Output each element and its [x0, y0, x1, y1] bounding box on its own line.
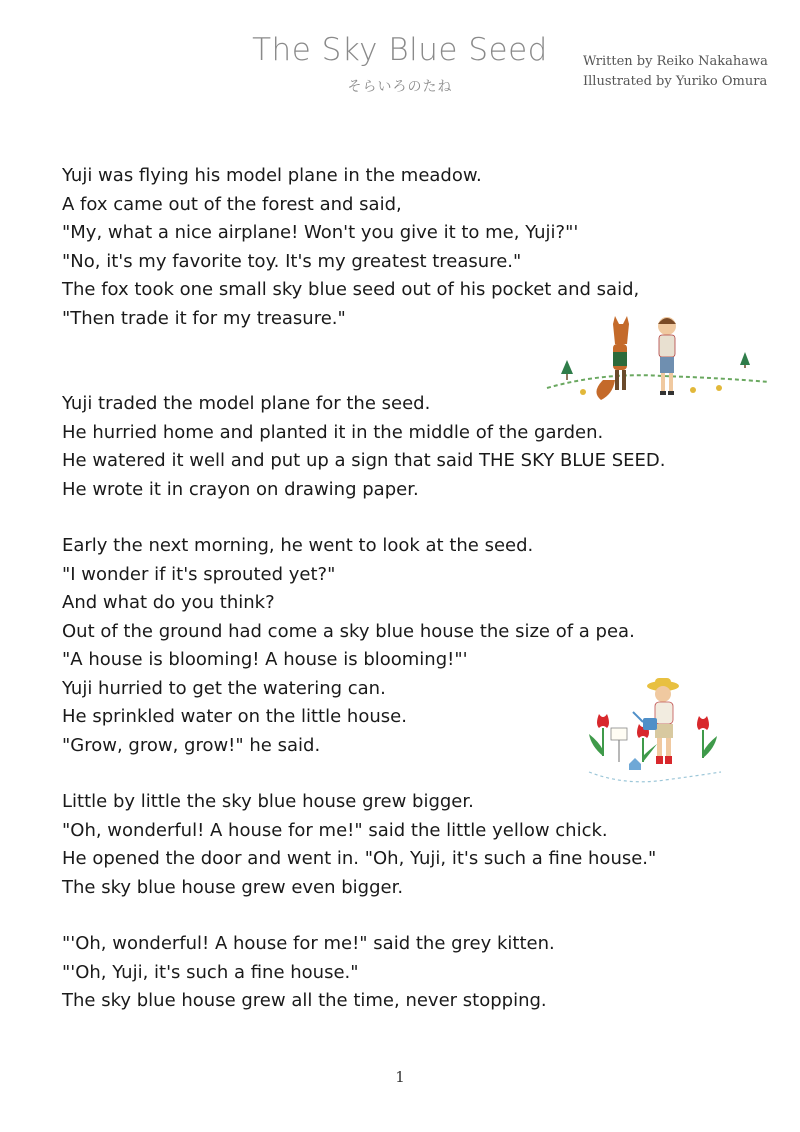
story-line: "Oh, wonderful! A house for me!" said the little yellow chick.	[62, 819, 608, 841]
story-line: He watered it well and put up a sign that said THE SKY BLUE SEED.	[62, 450, 666, 471]
tree-icon	[740, 352, 750, 368]
meadow-line	[547, 375, 769, 388]
story-line: Yuji hurried to get the watering can.	[62, 677, 386, 699]
story-line: The fox took one small sky blue seed out of his pocket and said,	[62, 279, 640, 300]
story-line: The sky blue house grew all the time, never stopping.	[62, 990, 547, 1011]
tiny-house-icon	[629, 758, 641, 770]
story-line: Out of the ground had come a sky blue house the size of a pea.	[62, 620, 635, 642]
credits	[583, 52, 768, 92]
story-line: And what do you think?	[62, 592, 275, 613]
story-line: Little by little the sky blue house grew bigger.	[62, 791, 474, 812]
paragraph-4	[62, 788, 762, 902]
story-line: "Grow, grow, grow!" he said.	[62, 734, 321, 756]
page-subtitle-japanese: そらいろのたね	[347, 79, 453, 95]
paragraph-5	[62, 930, 762, 1016]
story-line: "My, what a nice airplane! Won't you give it to me, Yuji?"'	[62, 222, 579, 243]
tulip-icon	[697, 716, 717, 758]
story-line: "'Oh, wonderful! A house for me!" said the grey kitten.	[62, 933, 555, 954]
tulip-icon	[589, 714, 609, 756]
story-line: "No, it's my favorite toy. It's my greatest treasure."	[62, 250, 522, 272]
paragraph-1	[62, 162, 762, 333]
watering-can-icon	[633, 712, 657, 730]
sign-icon	[611, 728, 627, 762]
illustrator-credit: Illustrated by Yuriko Omura	[583, 74, 768, 89]
story-line: He wrote it in crayon on drawing paper.	[62, 478, 419, 500]
story-line: "'Oh, Yuji, it's such a fine house."	[62, 961, 359, 983]
story-line: Early the next morning, he went to look at the seed.	[62, 535, 534, 556]
story-line: "I wonder if it's sprouted yet?"	[62, 563, 336, 585]
paragraph-2	[62, 390, 762, 504]
story-line: "Then trade it for my treasure."	[62, 307, 346, 329]
author-credit: Written by Reiko Nakahawa	[583, 54, 768, 69]
story-line: He opened the door and went in. "Oh, Yuji, it's such a fine house."	[62, 848, 657, 869]
story-line: He hurried home and planted it in the middle of the garden.	[62, 421, 604, 443]
ground-line	[589, 772, 721, 782]
page-number: 1	[395, 1068, 405, 1086]
page-title: The Sky Blue Seed	[252, 32, 548, 68]
boy-figure	[658, 317, 676, 395]
boy-watering-illustration	[585, 676, 725, 791]
fox-figure	[596, 316, 629, 400]
story-line: Yuji traded the model plane for the seed.	[62, 393, 431, 414]
tree-icon	[561, 360, 573, 380]
story-line: "A house is blooming! A house is blooming!"'	[62, 649, 468, 670]
story-line: The sky blue house grew even bigger.	[62, 876, 404, 898]
story-line: A fox came out of the forest and said,	[62, 193, 402, 215]
story-line: He sprinkled water on the little house.	[62, 706, 407, 727]
fox-and-boy-illustration	[543, 310, 773, 405]
story-text	[62, 162, 762, 1044]
story-line: Yuji was flying his model plane in the meadow.	[62, 165, 482, 186]
